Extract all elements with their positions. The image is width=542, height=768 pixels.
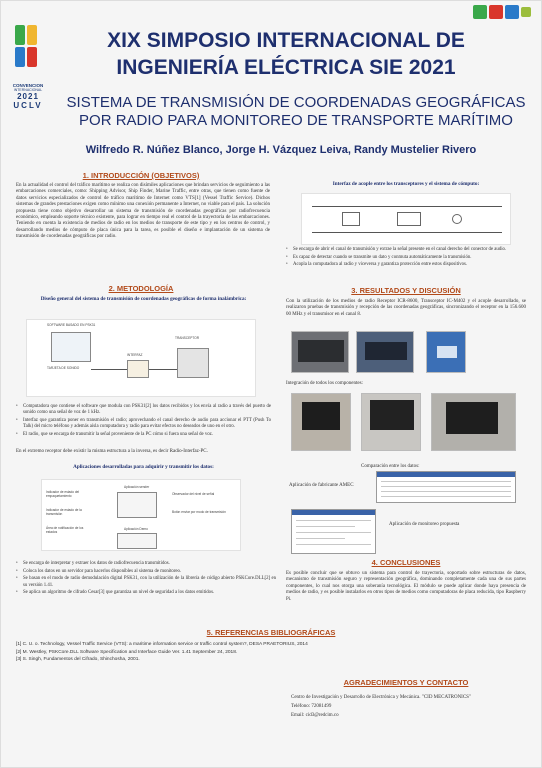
- results-title: 3. RESULTADOS Y DISCUSIÓN: [351, 286, 461, 295]
- fig2-caption: Aplicaciones desarrolladas para adquirir y transmitir los datos:: [73, 464, 214, 470]
- setup-photo-3: [431, 393, 516, 451]
- references-title: 5. REFERENCIAS BIBLIOGRÁFICAS: [206, 628, 336, 637]
- contact-block: [291, 693, 521, 720]
- reference-item: [2] M. Westley, PSKCore.DLL Software Specification and Interface Guide Ver. 1.41 September 24, 2018.: [16, 649, 238, 655]
- receiver-note: En el extremo receptor debe existir la misma estructura a la inversa, es decir Radio-Interfaz-PC.: [16, 449, 208, 454]
- comparison-label: Comparación entre los datos:: [361, 464, 420, 469]
- interface-photo: [426, 331, 466, 373]
- logo-line1: CONVENCION: [12, 83, 44, 88]
- list-item: • Se aplica un algoritmo de cifrado Cesar[3] que garantiza un nivel de seguridad a los datos emitidos.: [16, 590, 276, 596]
- list-item: • Computadora que contiene el software que modula con PSK31[2] los datos recibidos y los envía al radio a través del puerto de sonido como una señal de voz de 1 kHz.: [16, 404, 271, 416]
- references-list: [16, 641, 336, 664]
- demo-window: [117, 533, 157, 549]
- setup-photo-1: [291, 393, 351, 451]
- contact-email[interactable]: Email: cid3@redcim.co: [291, 713, 339, 718]
- logo-year: 2021: [17, 92, 39, 101]
- contact-title: AGRADECIMIENTOS Y CONTACTO: [343, 678, 469, 687]
- title-line2: INGENIERÍA ELÉCTRICA SIE 2021: [116, 56, 456, 79]
- sender-window: [117, 492, 157, 518]
- conclusions-title: 4. CONCLUSIONES: [371, 558, 441, 567]
- interface-schematic: [301, 193, 511, 245]
- logo-uclv: UCLV: [13, 101, 43, 110]
- methodology-bullets: [16, 404, 271, 440]
- interface-icon: [127, 360, 149, 378]
- title-line1: XIX SIMPOSIO INTERNACIONAL DE: [107, 29, 465, 52]
- diagram-label-soundcard: TARJETA DE SONIDO: [47, 366, 80, 370]
- transceiver-photo: [356, 331, 414, 373]
- diagram-label-transceiver: TRANSCEPTOR: [175, 336, 200, 340]
- intro-text: En la actualidad el control del tráfico marítimo se realiza con disímiles aplicaciones que brindan servicios de seguimiento a las embarcaciones comerciales, como: Shipping Advisor, Ship Finder, Marine Traffic, entre otras, que tienen como fuente de datos servicios especializados de control de tráfico marítimo de Internet como VTS[1] (Vessel Traffic Service). Dichos sistemas de grandes prestaciones exigen como mínimo una conexión permanente a Internet, no viable para el país. La solución propuesta tiene como objetivo desarrollar un sistema de transmisión de coordenadas geográficas por radiofrecuencia económico, empleando soporte técnico existente, para lograr en tiempo real el control de la trayectoria de las embarcaciones. Teniendo en cuenta la existencia de medios de radio en los medios de transporte de este tipo y en los centros de control, y desarrollando medios de cómputo de placa única para la tarea, es posible el diseño e implantación de un sistema de transmisión de coordenadas geográficas por radio.: [16, 183, 270, 240]
- reference-item: [3] S. Singh, Fundamentos del Cifrado, Shinchosha, 2001.: [16, 657, 140, 662]
- label-send-button: Botón enviar por modo de transmisión: [172, 510, 226, 514]
- transceiver-icon: [177, 348, 209, 378]
- apps-diagram: [41, 479, 241, 551]
- setup-photo-2: [361, 393, 421, 451]
- conclusions-text: Es posible concluir que se obtuvo un sistema para control de trayectoria, soportado sobre estructuras de datos, mecanismo de transmisión seguro y representación geográfica, dominando completamente cada una de sus partes componentes, lo cual nos otorga una soberanía tecnológica. El módulo se puede aplicar donde haya presencia de medios de radio, y es posible instalarlos en otros tipos de medios como computadoras de placa reducida, tipo Raspberry Pi.: [286, 571, 526, 602]
- integration-label: Integración de todos los componentes:: [286, 381, 363, 386]
- receiver-photo: [291, 331, 349, 373]
- methodology-title: 2. METODOLOGÍA: [108, 284, 174, 293]
- interface-bullets: [286, 247, 526, 270]
- list-item: • Acopla la computadora al radio y viceversa y garantiza protección entre estos dispositivos.: [286, 262, 526, 268]
- contact-center: Centro de Investigación y Desarrollo de Electrónica y Mecánica. "CID MECATRONICS": [291, 695, 472, 700]
- label-app-demo: Aplicación Demo: [124, 527, 148, 531]
- subtitle-line2: POR RADIO PARA MONITOREO DE TRANSPORTE MARÍTIMO: [79, 112, 513, 129]
- results-text: Con la utilización de los medios de radio Receptor ICR-8600, Transceptor IC-M402 y el acople desarrollado, se realizaron pruebas de transmisión y recepción de las coordenadas geográficas, sincronizando el receptor en la 156.600 00 MHz y el transmisor en el canal 8.: [286, 299, 526, 317]
- list-item: • Coloca los datos en un servidor para hacerlos disponibles al sistema de monitoreo.: [16, 569, 276, 575]
- poster-title: [56, 27, 516, 81]
- contact-phone: Teléfono: 72081499: [291, 704, 332, 709]
- convencion-logo: [9, 21, 47, 121]
- proposed-screenshot: [291, 509, 376, 554]
- reference-item: [1] C. U. o. Technology, Vessel Traffic Service (VTS): a maritime information service or traffic control system?, DESA PRAETORIUS, 2014: [16, 642, 308, 647]
- sponsor-logo: [473, 5, 533, 21]
- fig1-caption: Diseño general del sistema de transmisión de coordenadas geográficas de forma inalámbrica:: [40, 296, 247, 302]
- poster-subtitle: [56, 94, 536, 130]
- diagram-label-software: SOFTWARE BASADO EN PSK31: [47, 323, 96, 327]
- interface-caption: Interfaz de acople entre los transceptores y el sistema de cómputo:: [332, 181, 480, 187]
- proposed-label: Aplicación de monitoreo propuesta: [389, 522, 460, 527]
- logo-graphic: [9, 21, 47, 81]
- authors: Wilfredo R. Núñez Blanco, Jorge H. Vázquez Leiva, Randy Mustelier Rivero: [85, 144, 477, 156]
- label-signal-level: Observador del nivel de señal: [172, 492, 215, 496]
- apps-bullets: [16, 561, 276, 598]
- logo-line2: INTERNACIONAL: [13, 88, 43, 92]
- label-app-sender: Aplicación sender: [124, 485, 150, 489]
- intro-title: 1. INTRODUCCIÓN (OBJETIVOS): [82, 171, 200, 180]
- system-diagram: [26, 319, 256, 397]
- list-item: • Se encarga de interpretar y extraer los datos de radiofrecuencia transmitidos.: [16, 561, 276, 567]
- label-pack-state: Indicador de estado del empaquetamiento: [46, 490, 80, 498]
- ames-screenshot: [376, 471, 516, 503]
- list-item: • El radio, que se encarga de transmitir la señal proveniente de la PC cómo si fuera una señal de voz.: [16, 432, 271, 438]
- list-item: • Se basan en el modo de radio demodulación digital PSK31, con la utilización de la librería de código abierto PSKCore.DLL[2] en su versión 1.41.: [16, 576, 276, 588]
- list-item: • Se encarga de abrir el canal de transmisión y extrae la señal presente en el canal derecho del conector de audio.: [286, 247, 526, 253]
- ames-label: Aplicación de fabricante AMEC: [289, 483, 354, 488]
- label-notify-area: Área de notificación de los estados: [46, 526, 84, 534]
- pc-icon: [51, 332, 91, 362]
- label-tx-state: Indicador de estado de la transmisión: [46, 508, 82, 516]
- list-item: • Es capaz de detectar cuando se transmite un dato y conmuta automáticamente la transmisión.: [286, 255, 526, 261]
- list-item: • Interfaz que garantiza poner en transmisión el radio; aprovechando el canal derecho de audio para accionar el PTT (Push To Talk) del micro teléfono y además aísla computadora y radio para evitar efectos no deseados de uno en el otro.: [16, 418, 271, 430]
- subtitle-line1: SISTEMA DE TRANSMISIÓN DE COORDENADAS GEOGRÁFICAS: [66, 94, 526, 111]
- diagram-label-interface: INTERFAZ: [127, 353, 143, 357]
